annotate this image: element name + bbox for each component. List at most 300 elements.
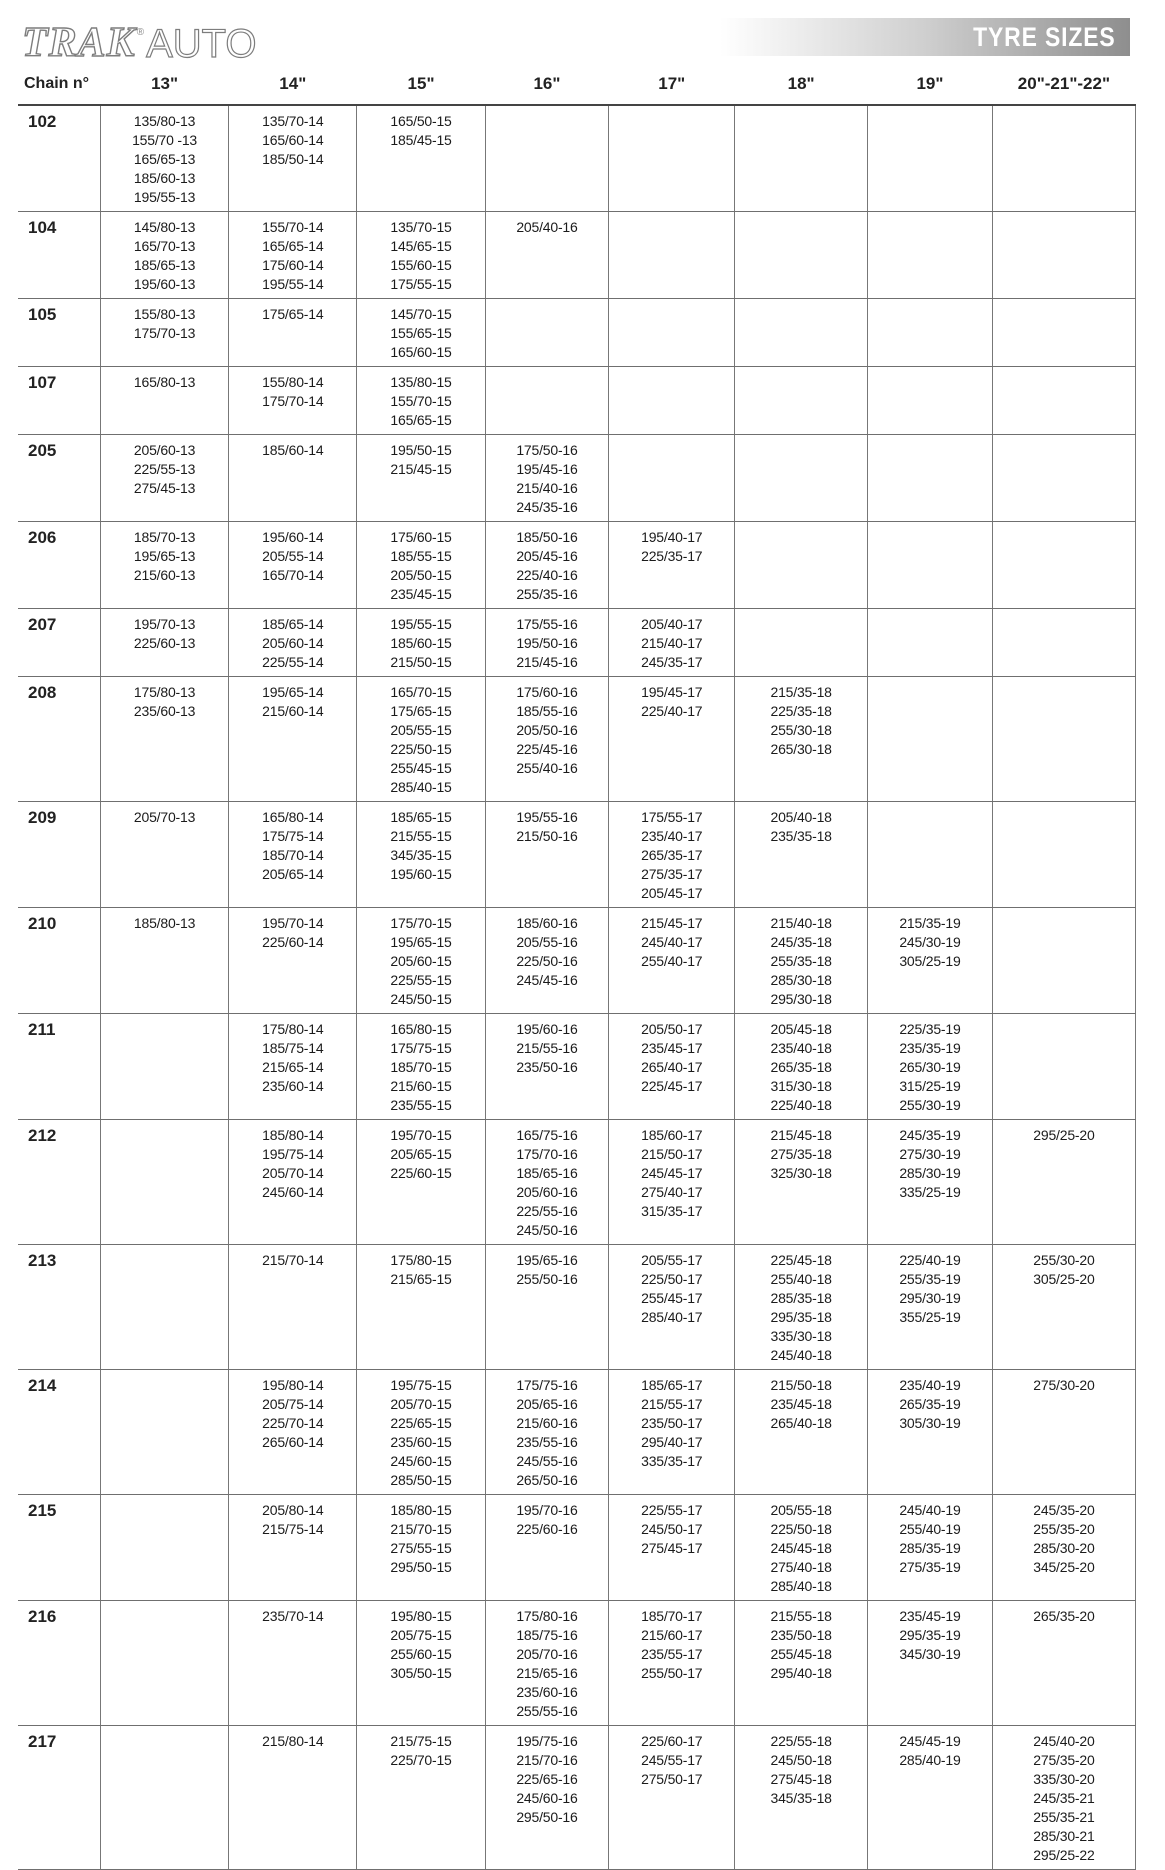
- size-cell: [357, 212, 485, 299]
- tyre-size: 205/40-16: [516, 219, 578, 235]
- tyre-size: 195/65-13: [133, 548, 196, 564]
- size-cell: [357, 522, 485, 609]
- column-header-chain: Chain n°: [24, 75, 90, 92]
- tyre-size: 195/80-15: [390, 1608, 452, 1624]
- chain-number: 205: [18, 435, 100, 522]
- tyre-size: 175/60-14: [262, 257, 324, 273]
- tyre-size: 245/60-14: [262, 1184, 324, 1200]
- table-row: [18, 435, 1136, 522]
- tyre-size: 185/65-16: [516, 1165, 578, 1181]
- tyre-size: 265/30-19: [899, 1059, 961, 1075]
- tyre-size: 205/70-14: [262, 1165, 324, 1181]
- tyre-size: 175/75-16: [516, 1377, 578, 1393]
- tyre-size: 235/60-16: [516, 1684, 578, 1700]
- tyre-size: 205/80-14: [262, 1502, 324, 1518]
- tyre-size: 295/35-18: [770, 1309, 832, 1325]
- tyre-size: 195/65-14: [262, 684, 324, 700]
- tyre-size: 195/75-16: [516, 1733, 578, 1749]
- tyre-size: 205/50-15: [390, 567, 452, 583]
- size-cell: [868, 677, 993, 802]
- tyre-size: 275/40-17: [641, 1184, 703, 1200]
- size-cell: [100, 299, 228, 367]
- size-cell: [609, 1495, 735, 1601]
- tyre-size: 255/35-21: [1033, 1809, 1095, 1825]
- tyre-size: 195/60-15: [390, 866, 452, 882]
- tyre-size: 215/50-15: [390, 654, 452, 670]
- tyre-size: 195/60-13: [133, 276, 196, 292]
- size-cell: [100, 609, 228, 677]
- tyre-size: 205/75-15: [390, 1627, 452, 1643]
- tyre-size: 175/60-16: [516, 684, 578, 700]
- column-header-20-21-22: 20"-21"-22": [1017, 74, 1111, 93]
- registered-mark: ®: [136, 27, 145, 38]
- tyre-size: 225/60-14: [262, 934, 324, 950]
- tyre-size: 245/45-19: [899, 1733, 961, 1749]
- tyre-size: 275/35-17: [641, 866, 703, 882]
- column-header-14: 14": [279, 74, 307, 93]
- size-cell: [609, 105, 735, 212]
- column-header-19: 19": [916, 74, 944, 93]
- size-cell: [485, 435, 609, 522]
- tyre-size: 165/70-13: [133, 238, 196, 254]
- tyre-size: 215/55-17: [641, 1396, 703, 1412]
- tyre-size: 145/80-13: [133, 219, 196, 235]
- tyre-size: 215/70-15: [390, 1521, 452, 1537]
- tyre-size: 215/55-15: [390, 828, 452, 844]
- size-cell: [868, 299, 993, 367]
- tyre-size: 165/50-15: [390, 113, 452, 129]
- table-row: [18, 1726, 1136, 1870]
- tyre-size: 135/70-14: [262, 113, 324, 129]
- tyre-size: 235/55-15: [390, 1097, 452, 1113]
- tyre-size: 235/55-16: [516, 1434, 578, 1450]
- table-row: [18, 212, 1136, 299]
- size-cell: [357, 1495, 485, 1601]
- tyre-size: 295/25-20: [1033, 1127, 1095, 1143]
- tyre-size: 215/65-16: [516, 1665, 578, 1681]
- size-cell: [735, 1601, 868, 1726]
- tyre-size: 205/45-17: [641, 885, 703, 901]
- size-cell: [485, 1726, 609, 1870]
- table-row: [18, 1120, 1136, 1245]
- tyre-size: 225/55-17: [641, 1502, 703, 1518]
- tyre-size: 245/35-16: [516, 499, 578, 515]
- size-cell: [357, 299, 485, 367]
- size-cell: [868, 1120, 993, 1245]
- tyre-size: 215/45-17: [641, 915, 703, 931]
- tyre-size: 345/35-18: [770, 1790, 832, 1806]
- chain-number: 207: [18, 609, 100, 677]
- tyre-size: 245/50-16: [516, 1222, 578, 1238]
- tyre-size: 255/35-18: [770, 953, 832, 969]
- tyre-size: 245/35-21: [1033, 1790, 1095, 1806]
- tyre-size: 185/55-15: [390, 548, 452, 564]
- tyre-size: 225/45-16: [516, 741, 578, 757]
- table-row: [18, 1245, 1136, 1370]
- size-cell: [992, 299, 1135, 367]
- size-cell: [229, 802, 357, 908]
- tyre-size: 185/75-14: [262, 1040, 324, 1056]
- size-cell: [357, 1014, 485, 1120]
- table-row: [18, 1495, 1136, 1601]
- tyre-size: 205/55-17: [641, 1252, 703, 1268]
- size-cell: [992, 1245, 1135, 1370]
- tyre-size: 185/65-15: [390, 809, 452, 825]
- size-cell: [735, 677, 868, 802]
- tyre-size: 315/30-18: [770, 1078, 832, 1094]
- tyre-size: 265/50-16: [516, 1472, 578, 1488]
- tyre-size: 215/60-15: [390, 1078, 452, 1094]
- size-cell: [992, 522, 1135, 609]
- tyre-size: 245/40-19: [899, 1502, 961, 1518]
- size-cell: [100, 1601, 228, 1726]
- chain-number: 210: [18, 908, 100, 1014]
- column-header-15: 15": [407, 74, 435, 93]
- size-cell: [609, 367, 735, 435]
- size-cell: [992, 435, 1135, 522]
- size-cell: [357, 1601, 485, 1726]
- tyre-size: 255/45-15: [390, 760, 452, 776]
- size-cell: [868, 212, 993, 299]
- size-cell: [992, 1120, 1135, 1245]
- tyre-size: 215/40-18: [770, 915, 832, 931]
- tyre-size: 225/60-16: [516, 1521, 578, 1537]
- tyre-size: 205/60-15: [390, 953, 452, 969]
- size-cell: [868, 1601, 993, 1726]
- trak-auto-logo: [22, 14, 256, 64]
- size-cell: [735, 1726, 868, 1870]
- chain-number: 107: [18, 367, 100, 435]
- tyre-size: 255/40-18: [770, 1271, 832, 1287]
- size-cell: [992, 1726, 1135, 1870]
- tyre-size: 215/40-16: [516, 480, 578, 496]
- tyre-size: 205/55-14: [262, 548, 324, 564]
- tyre-size: 175/65-14: [262, 306, 324, 322]
- tyre-size: 245/35-18: [770, 934, 832, 950]
- size-cell: [229, 1370, 357, 1495]
- tyre-size: 275/50-17: [641, 1771, 703, 1787]
- tyre-size: 185/70-13: [133, 529, 196, 545]
- tyre-size: 345/30-19: [899, 1646, 961, 1662]
- tyre-size: 225/55-15: [390, 972, 452, 988]
- tyre-size: 255/35-20: [1033, 1521, 1095, 1537]
- tyre-size: 195/70-13: [133, 616, 196, 632]
- tyre-size: 265/40-18: [770, 1415, 832, 1431]
- tyre-size: 295/30-18: [770, 991, 832, 1007]
- tyre-size: 225/55-18: [770, 1733, 832, 1749]
- tyre-size: 165/70-15: [390, 684, 452, 700]
- tyre-size: 175/50-16: [516, 442, 578, 458]
- column-header-18: 18": [787, 74, 815, 93]
- tyre-size: 245/50-15: [390, 991, 452, 1007]
- table-row: [18, 105, 1136, 212]
- tyre-size: 225/35-18: [770, 703, 832, 719]
- tyre-size: 235/70-14: [262, 1608, 324, 1624]
- size-cell: [485, 299, 609, 367]
- tyre-size: 185/70-17: [641, 1608, 703, 1624]
- tyre-size: 205/65-15: [390, 1146, 452, 1162]
- tyre-size: 185/75-16: [516, 1627, 578, 1643]
- tyre-size: 235/40-18: [770, 1040, 832, 1056]
- size-cell: [229, 1120, 357, 1245]
- tyre-size: 285/30-18: [770, 972, 832, 988]
- size-cell: [485, 367, 609, 435]
- tyre-size: 255/35-19: [899, 1271, 961, 1287]
- tyre-size: 285/35-18: [770, 1290, 832, 1306]
- size-cell: [735, 435, 868, 522]
- tyre-size: 265/35-17: [641, 847, 703, 863]
- tyre-size: 255/45-18: [770, 1646, 832, 1662]
- tyre-size: 245/50-17: [641, 1521, 703, 1537]
- tyre-size: 305/30-19: [899, 1415, 961, 1431]
- tyre-size: 305/25-19: [899, 953, 961, 969]
- tyre-size: 155/80-13: [133, 306, 196, 322]
- size-cell: [100, 212, 228, 299]
- tyre-size: 215/35-18: [770, 684, 832, 700]
- size-cell: [485, 1601, 609, 1726]
- chain-number: 213: [18, 1245, 100, 1370]
- chain-number: 104: [18, 212, 100, 299]
- tyre-size: 215/65-14: [262, 1059, 324, 1075]
- tyre-size: 245/30-19: [899, 934, 961, 950]
- size-cell: [485, 908, 609, 1014]
- size-cell: [100, 1495, 228, 1601]
- tyre-size: 215/75-15: [390, 1733, 452, 1749]
- size-cell: [735, 1370, 868, 1495]
- size-cell: [868, 367, 993, 435]
- tyre-size: 185/70-14: [262, 847, 324, 863]
- tyre-size: 265/40-17: [641, 1059, 703, 1075]
- tyre-size: 215/55-18: [770, 1608, 832, 1624]
- tyre-size: 295/40-17: [641, 1434, 703, 1450]
- tyre-size: 195/45-17: [641, 684, 703, 700]
- tyre-size: 225/45-17: [641, 1078, 703, 1094]
- tyre-size: 195/80-14: [262, 1377, 324, 1393]
- size-cell: [735, 105, 868, 212]
- size-cell: [609, 435, 735, 522]
- tyre-size: 245/60-16: [516, 1790, 578, 1806]
- tyre-size: 195/65-15: [390, 934, 452, 950]
- size-cell: [229, 299, 357, 367]
- size-cell: [100, 802, 228, 908]
- tyre-size: 225/55-13: [133, 461, 196, 477]
- tyre-size: 275/35-20: [1033, 1752, 1095, 1768]
- tyre-size: 235/45-15: [390, 586, 452, 602]
- tyre-size: 235/35-19: [899, 1040, 961, 1056]
- tyre-size: 295/30-19: [899, 1290, 961, 1306]
- tyre-size: 205/75-14: [262, 1396, 324, 1412]
- tyre-size: 235/40-17: [641, 828, 703, 844]
- table-row: [18, 522, 1136, 609]
- size-cell: [868, 1245, 993, 1370]
- size-cell: [485, 1120, 609, 1245]
- tyre-size: 335/25-19: [899, 1184, 961, 1200]
- tyre-size: 245/55-16: [516, 1453, 578, 1469]
- tyre-size: 195/55-16: [516, 809, 578, 825]
- tyre-size: 245/50-18: [770, 1752, 832, 1768]
- tyre-size: 225/65-16: [516, 1771, 578, 1787]
- tyre-size: 205/45-16: [516, 548, 578, 564]
- size-cell: [229, 609, 357, 677]
- size-cell: [357, 1726, 485, 1870]
- tyre-size: 285/40-15: [390, 779, 452, 795]
- table-row: [18, 1014, 1136, 1120]
- tyre-size: 165/60-15: [390, 344, 452, 360]
- size-cell: [868, 105, 993, 212]
- tyre-size: 135/80-13: [133, 113, 196, 129]
- size-cell: [357, 105, 485, 212]
- tyre-size: 315/35-17: [641, 1203, 703, 1219]
- tyre-size: 135/80-15: [390, 374, 452, 390]
- tyre-size: 235/50-17: [641, 1415, 703, 1431]
- size-cell: [735, 1495, 868, 1601]
- tyre-size: 235/40-19: [899, 1377, 961, 1393]
- tyre-size: 305/50-15: [390, 1665, 452, 1681]
- tyre-size: 225/50-15: [390, 741, 452, 757]
- tyre-size: 215/35-19: [899, 915, 961, 931]
- size-cell: [357, 802, 485, 908]
- tyre-size: 205/50-16: [516, 722, 578, 738]
- tyre-size: 245/60-15: [390, 1453, 452, 1469]
- size-cell: [609, 299, 735, 367]
- tyre-size: 335/30-20: [1033, 1771, 1095, 1787]
- tyre-size: 225/55-14: [262, 654, 324, 670]
- tyre-size: 245/55-17: [641, 1752, 703, 1768]
- chain-number: 216: [18, 1601, 100, 1726]
- tyre-size: 215/60-13: [133, 567, 196, 583]
- size-cell: [609, 609, 735, 677]
- tyre-size: 285/30-21: [1033, 1828, 1095, 1844]
- size-cell: [609, 1601, 735, 1726]
- chain-number: 212: [18, 1120, 100, 1245]
- table-row: [18, 1601, 1136, 1726]
- chain-number: 217: [18, 1726, 100, 1870]
- tyre-size: 295/40-18: [770, 1665, 832, 1681]
- tyre-size: 245/35-20: [1033, 1502, 1095, 1518]
- tyre-size: 175/80-14: [262, 1021, 324, 1037]
- tyre-size: 285/40-19: [899, 1752, 961, 1768]
- tyre-size: 195/60-14: [262, 529, 324, 545]
- tyre-size: 195/60-16: [516, 1021, 578, 1037]
- size-cell: [868, 522, 993, 609]
- size-cell: [735, 299, 868, 367]
- tyre-size: 175/70-14: [262, 393, 324, 409]
- chain-number: 215: [18, 1495, 100, 1601]
- size-cell: [868, 908, 993, 1014]
- size-cell: [868, 1370, 993, 1495]
- tyre-size: 175/70-13: [133, 325, 196, 341]
- size-cell: [229, 212, 357, 299]
- tyre-size: 295/25-22: [1033, 1847, 1095, 1863]
- size-cell: [992, 367, 1135, 435]
- tyre-size: 185/70-15: [390, 1059, 452, 1075]
- tyre-size: 185/45-15: [390, 132, 452, 148]
- tyre-size: 205/65-16: [516, 1396, 578, 1412]
- tyre-size: 195/75-15: [390, 1377, 452, 1393]
- tyre-size: 165/60-14: [262, 132, 324, 148]
- size-cell: [485, 1014, 609, 1120]
- tyre-size: 275/45-13: [133, 480, 196, 496]
- tyre-size: 155/70 -13: [132, 132, 198, 148]
- tyre-size: 215/55-16: [516, 1040, 578, 1056]
- tyre-size: 255/60-15: [390, 1646, 452, 1662]
- size-cell: [485, 522, 609, 609]
- tyre-size: 215/50-16: [516, 828, 578, 844]
- tyre-size: 225/40-18: [770, 1097, 832, 1113]
- tyre-size: 215/80-14: [262, 1733, 324, 1749]
- tyre-size: 185/65-17: [641, 1377, 703, 1393]
- tyre-size: 265/30-18: [770, 741, 832, 757]
- size-cell: [229, 435, 357, 522]
- size-cell: [229, 677, 357, 802]
- table-header-row: [18, 64, 1136, 105]
- tyre-size: 195/50-15: [390, 442, 452, 458]
- size-cell: [609, 212, 735, 299]
- size-cell: [357, 1245, 485, 1370]
- tyre-size: 285/35-19: [899, 1540, 961, 1556]
- size-cell: [485, 105, 609, 212]
- chain-number: 105: [18, 299, 100, 367]
- chain-number: 211: [18, 1014, 100, 1120]
- chain-number: 102: [18, 105, 100, 212]
- tyre-size: 255/30-19: [899, 1097, 961, 1113]
- tyre-size: 185/60-13: [133, 170, 196, 186]
- tyre-size: 225/40-19: [899, 1252, 961, 1268]
- tyre-size: 195/50-16: [516, 635, 578, 651]
- tyre-size: 235/45-19: [899, 1608, 961, 1624]
- chain-number: 209: [18, 802, 100, 908]
- tyre-size: 155/70-14: [262, 219, 324, 235]
- tyre-size: 185/80-14: [262, 1127, 324, 1143]
- tyre-size: 245/35-19: [899, 1127, 961, 1143]
- tyre-size: 165/65-15: [390, 412, 452, 428]
- logo-suffix: AUTO: [146, 22, 257, 66]
- tyre-size: 245/45-17: [641, 1165, 703, 1181]
- tyre-size: 165/80-14: [262, 809, 324, 825]
- tyre-size: 345/25-20: [1033, 1559, 1095, 1575]
- tyre-size: 215/75-14: [262, 1521, 324, 1537]
- tyre-size: 185/80-15: [390, 1502, 452, 1518]
- size-cell: [735, 212, 868, 299]
- column-header-13: 13": [151, 74, 179, 93]
- size-cell: [609, 1370, 735, 1495]
- section-banner: [720, 18, 1130, 56]
- size-cell: [992, 677, 1135, 802]
- tyre-size: 195/70-14: [262, 915, 324, 931]
- size-cell: [357, 435, 485, 522]
- tyre-size: 155/70-15: [390, 393, 452, 409]
- tyre-size: 225/60-15: [390, 1165, 452, 1181]
- size-cell: [100, 435, 228, 522]
- tyre-size: 175/70-15: [390, 915, 452, 931]
- tyre-size: 205/65-14: [262, 866, 324, 882]
- tyre-size: 175/60-15: [390, 529, 452, 545]
- size-cell: [609, 1726, 735, 1870]
- tyre-size: 255/30-18: [770, 722, 832, 738]
- size-cell: [100, 1014, 228, 1120]
- tyre-size: 175/80-15: [390, 1252, 452, 1268]
- tyre-size: 235/60-14: [262, 1078, 324, 1094]
- tyre-size: 295/50-15: [390, 1559, 452, 1575]
- size-cell: [609, 908, 735, 1014]
- tyre-size: 185/65-13: [133, 257, 196, 273]
- size-cell: [357, 609, 485, 677]
- tyre-size: 285/50-15: [390, 1472, 452, 1488]
- size-cell: [735, 522, 868, 609]
- size-cell: [609, 522, 735, 609]
- tyre-size: 195/70-16: [516, 1502, 578, 1518]
- tyre-size: 165/75-16: [516, 1127, 578, 1143]
